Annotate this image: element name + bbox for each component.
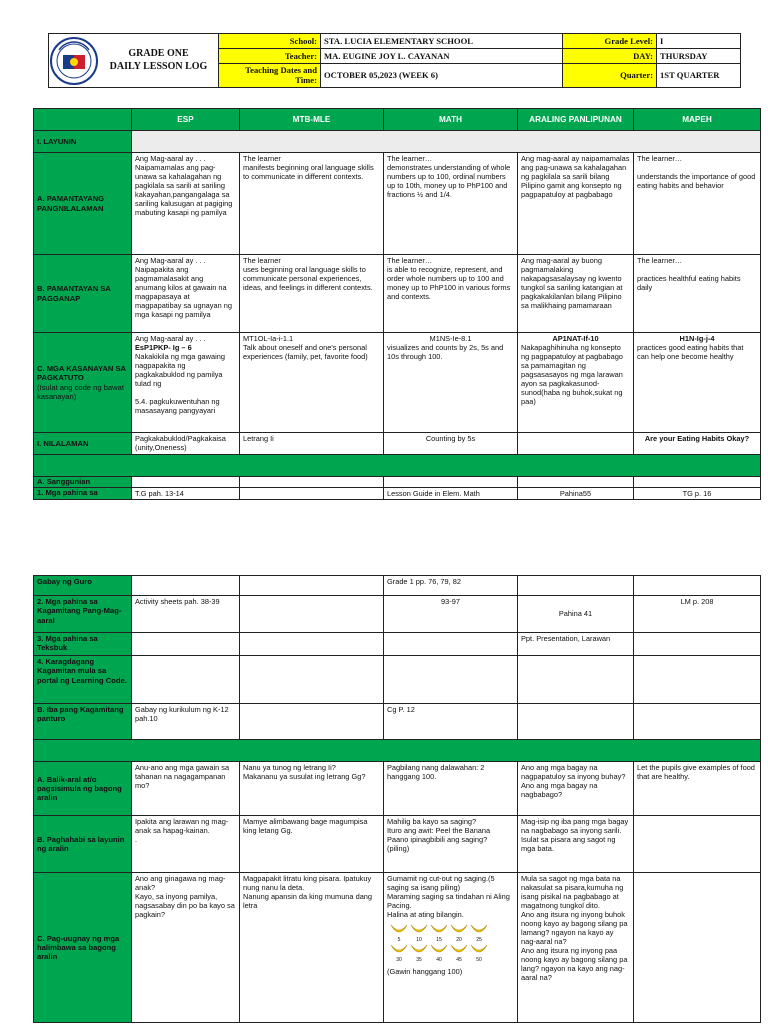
cell-mapeh-pag-uugnay — [634, 873, 761, 1023]
kasanayan-label: C. MGA KASANAYAN SA PAGKATUTO — [37, 364, 126, 383]
grade-level-value: I — [657, 34, 741, 49]
cell-mtb-pangnilalaman: The learner manifests beginning oral language skills to communicate in different contexts. — [240, 153, 384, 255]
row-label-paghahabi: B. Paghahabi sa layunin ng aralin — [34, 816, 132, 873]
count-label: 45 — [456, 957, 462, 964]
cell-math-teksbuk — [384, 633, 518, 656]
row-label-pamantayang-pangnilalaman: A. PAMANTAYANG PANGNILALAMAN — [34, 153, 132, 255]
row-label-iba-pang: B. Iba pang Kagamitang panturo — [34, 704, 132, 740]
section-nilalaman: I. NILALAMAN — [34, 433, 132, 455]
cell-ap-karagdagang — [518, 656, 634, 704]
cell-mapeh-iba-pang — [634, 704, 761, 740]
cell-ap-balik-aral: Ano ang mga bagay na nagpapatuloy sa inyong buhay? Ano ang mga bagay na nagbabago? — [518, 762, 634, 816]
cell-ap-pagganap: Ang mag-aaral ay buong pagmamalaking nakapagsasalaysay ng kwento tungkol sa sariling katangian at pagkakakilanlan bilang Pilipino sa malikhaing pamamaraan — [518, 255, 634, 333]
count-label: 40 — [436, 957, 442, 964]
lesson-table-1 — [33, 108, 761, 500]
math-kasanayan-code: M1NS-Ie-8.1 — [429, 334, 472, 343]
cell-ap-kagamitang: Pahina 41 — [518, 596, 634, 633]
cell-ap-nilalaman — [518, 433, 634, 455]
esp-kasanayan-intro: Ang Mag-aaral ay . . . — [135, 334, 206, 343]
school-seal-icon — [49, 36, 99, 86]
count-label: 30 — [396, 957, 402, 964]
teaching-dates-label: Teaching Dates and Time: — [219, 64, 321, 88]
count-label: 25 — [476, 937, 482, 944]
cell-mapeh-balik-aral: Let the pupils give examples of food that are healthy. — [634, 762, 761, 816]
cell-mtb-gabay-bottom — [240, 576, 384, 596]
cell-ap-pangnilalaman: Ang mag-aaral ay naipamamalas ang pag-unawa sa kahalagahan ng pagkilala sa sarili bilang Pilipino gamit ang konsepto ng pagpapatuloy at pagbabago — [518, 153, 634, 255]
cell-esp-kagamitang: Activity sheets pah. 38-39 — [132, 596, 240, 633]
cell-mapeh-nilalaman: Are your Eating Habits Okay? — [634, 433, 761, 455]
row-label-balik-aral: A. Balik-aral at/o pagsisimula ng bagong aralin — [34, 762, 132, 816]
school-label: School: — [219, 34, 321, 49]
cell-ap-pag-uugnay: Mula sa sagot ng mga bata na nakasulat sa pisara,kumuha ng isang pisikal na pagbabago at magatnong tungkol dito. Ano ang itsura ng inyong buhok noong kayo ay bagong silang pa lamang? ngayon na kayo ay nag-aaral na? Ano ang itsura ng inyong paa noong kayo ay bagong silang pa lang? ngayon na kayo ang nag-aaral na? — [518, 873, 634, 1023]
cell-math-balik-aral: Pagbilang nang dalawahan: 2 hanggang 100. — [384, 762, 518, 816]
math-pag-uugnay-text: Gumamit ng cut-out ng saging.(5 saging sa isang piling) Maraming saging sa tindahan ni Aling Pacing. Halina at ating bilangin. — [387, 874, 510, 920]
log-title-line2: DAILY LESSON LOG — [109, 60, 208, 72]
section-sanggunian: A. Sanggunian — [34, 477, 132, 488]
cell-esp-teksbuk — [132, 633, 240, 656]
cell-mtb-karagdagang — [240, 656, 384, 704]
teacher-value: MA. EUGINE JOY L. CAYANAN — [321, 49, 563, 64]
quarter-value: 1ST QUARTER — [657, 64, 741, 88]
cell-mapeh-paghahabi — [634, 816, 761, 873]
header-table — [48, 33, 741, 88]
cell-mtb-pagganap: The learner uses beginning oral language skills to communicate personal experiences, ideas, and feelings in different contexts. — [240, 255, 384, 333]
school-value: STA. LUCIA ELEMENTARY SCHOOL — [321, 34, 563, 49]
cell-mapeh-pangnilalaman: The learner… understands the importance of good eating habits and behavior — [634, 153, 761, 255]
row-label-teksbuk: 3. Mga pahina sa Teksbuk — [34, 633, 132, 656]
section-layunin: I. LAYUNIN — [34, 131, 132, 153]
row-label-pamantayan-sa-pagganap: B. PAMANTAYAN SA PAGGANAP — [34, 255, 132, 333]
row-label-pahina-gabay-bottom: Gabay ng Guro — [34, 576, 132, 596]
cell-mtb-pag-uugnay: Magpapakit litratu king pisara. Ipatukuy nung nanu la deta. Nanung apansin da king mumuna dang letra — [240, 873, 384, 1023]
row-label-kagamitang: 2. Mga pahina sa Kagamitang Pang-Mag-aaral — [34, 596, 132, 633]
cell-mapeh-pagganap: The learner… practices healthful eating habits daily — [634, 255, 761, 333]
ap-kasanayan-text: Nakapaghihinuha ng konsepto ng pagpapatuloy at pagbabago sa pamamagitan ng pagsasasayos ng mga larawan ayon sa pagkakasunod-sunod(haba ng buhok,sukat ng paa) — [521, 343, 623, 407]
cell-mtb-iba-pang — [240, 704, 384, 740]
lesson-table-2 — [33, 575, 761, 1023]
cell-ap-gabay-top: Pahina55 — [518, 488, 634, 500]
count-label: 10 — [416, 937, 422, 944]
column-header-esp: ESP — [132, 109, 240, 131]
cell-mtb-paghahabi: Mamye alimbawang bage magumpisa king letang Gg. — [240, 816, 384, 873]
column-header-mapeh: MAPEH — [634, 109, 761, 131]
esp-kasanayan-code: EsP1PKP- Ig – 6 — [135, 343, 192, 353]
day-value: THURSDAY — [657, 49, 741, 64]
row-label-kasanayan — [34, 333, 132, 433]
math-count-note: (Gawin hanggang 100) — [387, 967, 463, 977]
cell-mapeh-gabay-bottom — [634, 576, 761, 596]
teaching-dates-value: OCTOBER 05,2023 (WEEK 6) — [321, 64, 563, 88]
cell-esp-karagdagang — [132, 656, 240, 704]
row-label-karagdagang: 4. Karagdagang Kagamitan mula sa portal ng Learning Code. — [34, 656, 132, 704]
ap-kasanayan-code: AP1NAT-If-10 — [552, 334, 599, 343]
cell-math-kagamitang: 93-97 — [384, 596, 518, 633]
kasanayan-sublabel: (Isulat ang code ng bawat kasanayan) — [37, 382, 124, 401]
cell-esp-pagganap: Ang Mag-aaral ay . . . Naipapakita ang pagmamalasakit ang anumang kilos at gawain na magpapasaya at magpapatibay sa ugnayan ng mga kasapi ng pamilya — [132, 255, 240, 333]
cell-esp-gabay-top: T.G pah. 13-14 — [132, 488, 240, 500]
cell-esp-pag-uugnay: Ano ang ginagawa ng mag-anak? Kayo, sa inyong pamilya, nagsasabay din po ba kayo sa pagkain? — [132, 873, 240, 1023]
cell-math-paghahabi: Mahilig ba kayo sa saging? Ituro ang awit: Peel the Banana Paano ipinagbibili ang saging? (piling) — [384, 816, 518, 873]
cell-math-gabay-top: Lesson Guide in Elem. Math — [384, 488, 518, 500]
count-label: 50 — [476, 957, 482, 964]
count-label: 15 — [436, 937, 442, 944]
cell-esp-iba-pang: Gabay ng kurikulum ng K-12 pah.10 — [132, 704, 240, 740]
green-divider-row — [34, 455, 761, 477]
cell-ap-paghahabi: Mag-isip ng iba pang mga bagay na nagbabago sa inyong sarili. Isulat sa pisara ang sagot ng mga bata. — [518, 816, 634, 873]
day-label: DAY: — [563, 49, 657, 64]
cell-mtb-kasanayan: MT1OL-Ia-i-1.1 Talk about oneself and one's personal experiences (family, pet, favorite food) — [240, 333, 384, 433]
cell-mapeh-kagamitang: LM p. 208 — [634, 596, 761, 633]
cell-mtb-gabay-top — [240, 488, 384, 500]
cell-mapeh-gabay-top: TG p. 16 — [634, 488, 761, 500]
column-header-math: MATH — [384, 109, 518, 131]
cell-math-karagdagang — [384, 656, 518, 704]
cell-esp-kasanayan — [132, 333, 240, 433]
count-label: 35 — [416, 957, 422, 964]
cell-math-kasanayan — [384, 333, 518, 433]
cell-mapeh-teksbuk — [634, 633, 761, 656]
cell-ap-teksbuk: Ppt. Presentation, Larawan — [518, 633, 634, 656]
cell-mtb-nilalaman: Letrang Ii — [240, 433, 384, 455]
cell-esp-balik-aral: Anu-ano ang mga gawain sa tahanan na nagagampanan mo? — [132, 762, 240, 816]
cell-ap-gabay-bottom — [518, 576, 634, 596]
cell-ap-iba-pang — [518, 704, 634, 740]
cell-math-pagganap: The learner… is able to recognize, represent, and order whole numbers up to 100 and money up to PhP100 in various forms and contexts. — [384, 255, 518, 333]
row-label-pahina-gabay-top: 1. Mga pahina sa — [34, 488, 132, 500]
quarter-label: Quarter: — [563, 64, 657, 88]
cell-esp-paghahabi: Ipakita ang larawan ng mag-anak sa hapag-kainan. . — [132, 816, 240, 873]
cell-mapeh-kasanayan — [634, 333, 761, 433]
cell-esp-gabay-bottom — [132, 576, 240, 596]
cell-mtb-teksbuk — [240, 633, 384, 656]
cell-mapeh-karagdagang — [634, 656, 761, 704]
cell-mtb-kagamitang — [240, 596, 384, 633]
cell-ap-kasanayan — [518, 333, 634, 433]
math-kasanayan-text: visualizes and counts by 2s, 5s and 10s through 100. — [387, 343, 504, 362]
header-title-cell — [49, 34, 219, 88]
mapeh-kasanayan-code: H1N-Ig-j-4 — [679, 334, 715, 343]
log-title-line1: GRADE ONE — [128, 48, 189, 59]
cell-math-pag-uugnay — [384, 873, 518, 1023]
green-divider-row-2 — [34, 740, 761, 762]
count-label: 20 — [456, 937, 462, 944]
count-label: 5 — [397, 937, 401, 944]
column-header-ap: ARALING PANLIPUNAN — [518, 109, 634, 131]
banana-counting-illustration — [387, 921, 487, 967]
mapeh-kasanayan-text: practices good eating habits that can help one become healthy — [637, 343, 744, 362]
cell-math-pangnilalaman: The learner… demonstrates understanding of whole numbers up to 100, ordinal numbers up to 10th, money up to PhP100 and fractions ½ and 1/4. — [384, 153, 518, 255]
cell-math-iba-pang: Cg P. 12 — [384, 704, 518, 740]
esp-kasanayan-text: Nakakikila ng mga gawaing nagpapakita ng pagkakabuklod ng pamilya tulad ng 5.4. pagkukuwentuhan ng masasayang pangyayari — [135, 352, 225, 416]
cell-esp-nilalaman: Pagkakabuklod/Pagkakaisa (unity,Oneness) — [132, 433, 240, 455]
cell-math-nilalaman: Counting by 5s — [384, 433, 518, 455]
cell-mtb-balik-aral: Nanu ya tunog ng letrang Ii? Makananu ya susulat ing letrang Gg? — [240, 762, 384, 816]
grade-level-label: Grade Level: — [563, 34, 657, 49]
teacher-label: Teacher: — [219, 49, 321, 64]
cell-math-gabay-bottom: Grade 1 pp. 76, 79, 82 — [384, 576, 518, 596]
column-header-mtb: MTB-MLE — [240, 109, 384, 131]
cell-esp-pangnilalaman: Ang Mag-aaral ay . . . Naipamamalas ang pag-unawa sa kahalagahan ng pagkilala sa sarili at sariling kakayahan,pangangalaga sa sariling kalusugan at pagiging mabuting kasapi ng pamilya — [132, 153, 240, 255]
row-label-pag-uugnay: C. Pag-uugnay ng mga halimbawa sa bagong aralin — [34, 873, 132, 1023]
